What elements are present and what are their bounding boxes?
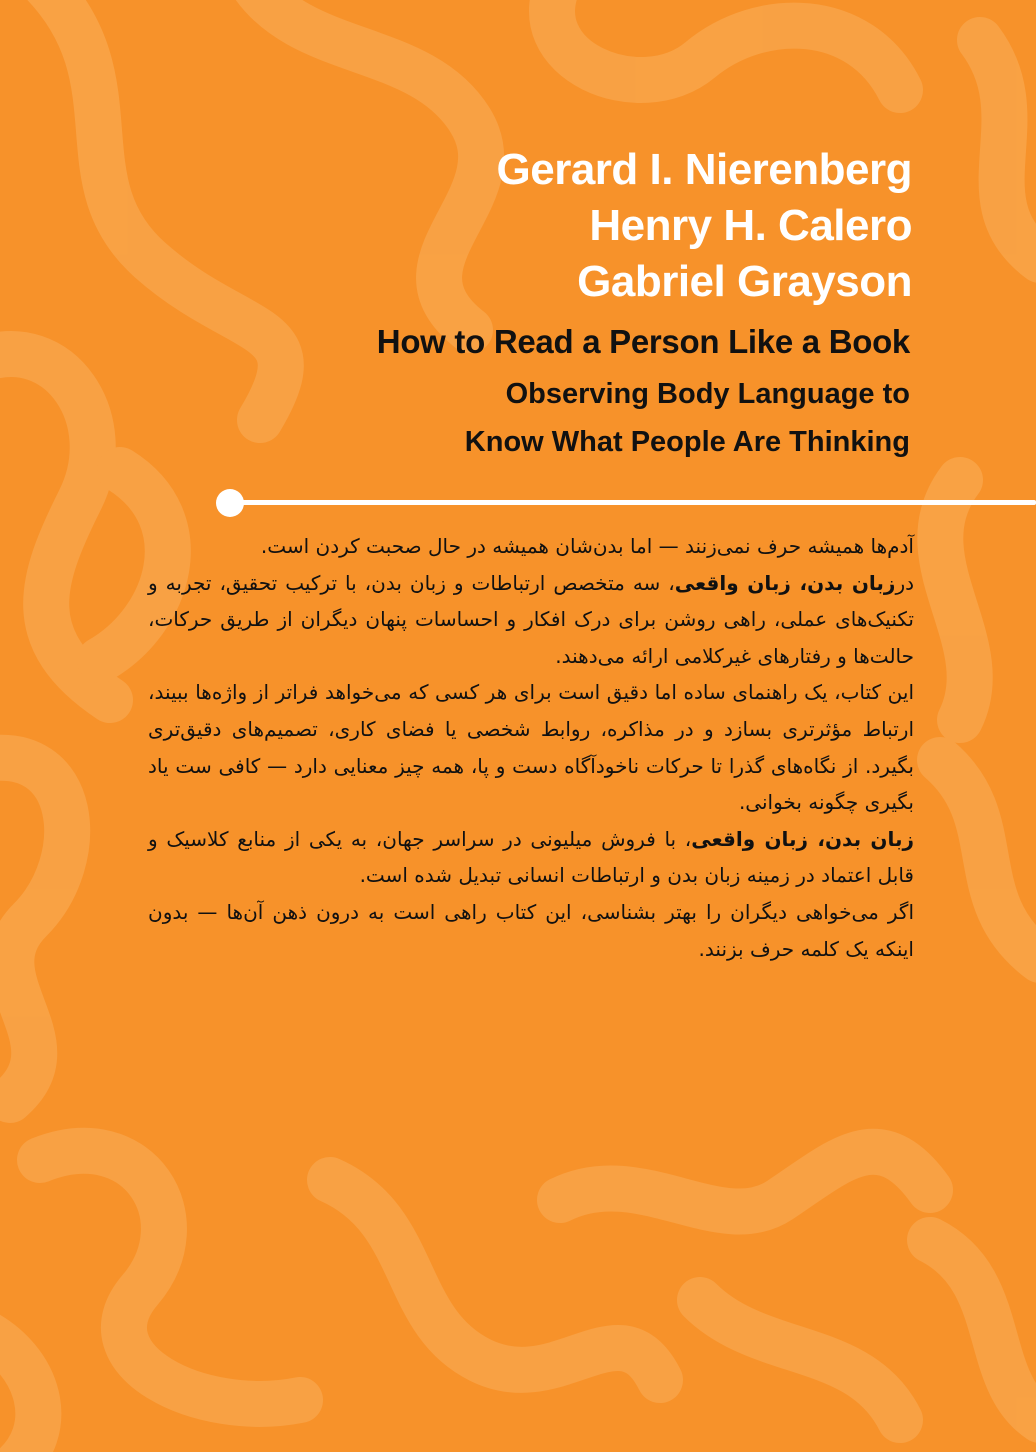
book-subtitle (465, 370, 910, 466)
subtitle-line: Observing Body Language to (505, 378, 910, 410)
divider-line (232, 500, 1036, 505)
blurb-paragraph: این کتاب، یک راهنمای ساده اما دقیق است برای هر کسی که می‌خواهد فراتر از واژه‌ها ببیند، ارتباط مؤثرتری بسازد و در مذاکره، روابط شخصی یا فضای کاری، تصمیم‌های دقیق‌تری بگیرد. از نگاه‌های گذرا تا حرکات ناخودآگاه دست و پا، همه چیز معنایی دارد — کافی ست یاد بگیری چگونه بخوانی. (148, 680, 914, 815)
text-span: در (895, 570, 915, 595)
blurb-paragraph: آدم‌ها همیشه حرف نمی‌زنند — اما بدن‌شان همیشه در حال صحبت کردن است. (260, 534, 914, 558)
blurb-text (148, 528, 914, 967)
book-title: How to Read a Person Like a Book (376, 323, 910, 360)
author-name: Henry H. Calero (589, 201, 912, 250)
subtitle-line: Know What People Are Thinking (464, 426, 910, 458)
text-span: ، با فروش میلیونی در سراسر جهان، به یکی از منابع کلاسیک و قابل اعتماد در زمینه زبان بدن و ارتباطات انسانی تبدیل شده است. (148, 826, 914, 888)
book-title-fa: زبان بدن، زبان واقعی (691, 826, 915, 851)
text-span: ، سه متخصص ارتباطات و زبان بدن، با ترکیب تحقیق، تجربه و تکنیک‌های عملی، راهی روشن برای درک افکار و احساسات پنهان دیگران از طریق حرکات، حالت‌ها و رفتارهای غیرکلامی ارائه می‌دهند. (148, 570, 914, 668)
book-title-fa: زبان بدن، زبان واقعی (674, 570, 896, 595)
blurb-paragraph (148, 565, 914, 675)
author-name: Gerard I. Nierenberg (496, 145, 912, 194)
author-list (497, 142, 912, 310)
blurb-paragraph: اگر می‌خواهی دیگران را بهتر بشناسی، این کتاب راهی است به درون ذهن آن‌ها — بدون اینکه یک کلمه حرف بزنند. (148, 899, 914, 961)
blurb-paragraph (148, 821, 914, 894)
author-name: Gabriel Grayson (577, 257, 912, 306)
